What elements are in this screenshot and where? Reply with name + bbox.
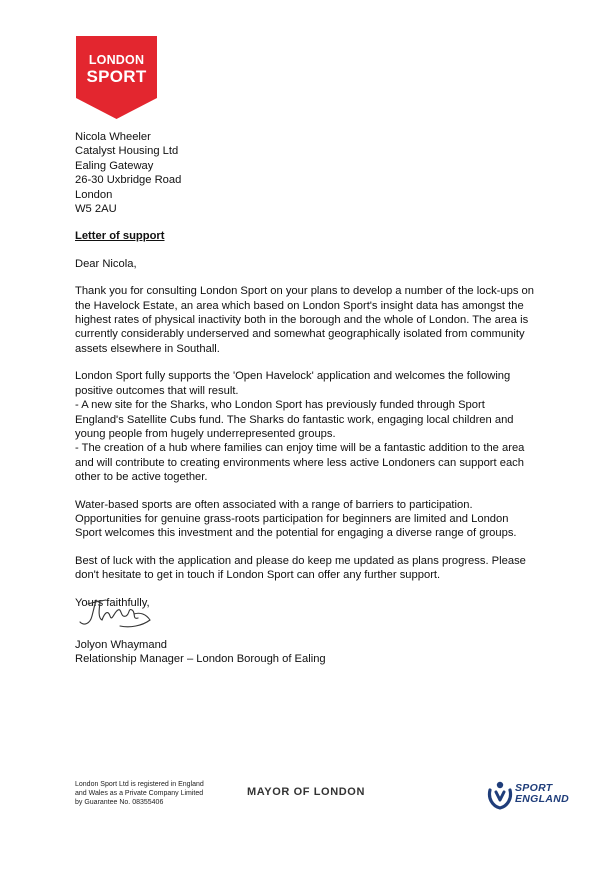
address-line: Ealing Gateway xyxy=(75,159,154,172)
paragraph-4 xyxy=(75,554,545,583)
text-line: positive outcomes that will result. xyxy=(75,384,239,397)
text-line: Thank you for consulting London Sport on your plans to develop a number of the lock-ups on xyxy=(75,285,534,298)
text-line: assets elsewhere in Southall. xyxy=(75,342,220,355)
handwritten-signature xyxy=(70,592,160,636)
logo-line-1: LONDON xyxy=(88,53,145,67)
text-line: London Sport fully supports the 'Open Havelock' application and welcomes the following xyxy=(75,370,511,383)
signatory-title: Relationship Manager – London Borough of Ealing xyxy=(75,653,326,666)
text-line: currently considerably underserved and somewhat geographically isolated from community xyxy=(75,328,525,341)
legal-line: London Sport Ltd is registered in England xyxy=(75,781,204,788)
text-line: the Havelock Estate, an area which based on London Sport's insight data has amongst the xyxy=(75,299,524,312)
legal-line: and Wales as a Private Company Limited xyxy=(75,790,204,797)
paragraph-2 xyxy=(75,369,545,484)
text-line: and will contribute to creating environments where less active Londoners can support each xyxy=(75,456,524,469)
sport-england-emblem-icon xyxy=(486,780,514,810)
sport-england-line-2: ENGLAND xyxy=(515,793,570,805)
text-line: other to be active together. xyxy=(75,471,208,484)
text-line: - A new site for the Sharks, who London Sport has previously funded through Sport xyxy=(75,399,485,412)
signatory-name: Jolyon Whaymand xyxy=(75,639,168,651)
text-line: Water-based sports are often associated with a range of barriers to participation. xyxy=(75,498,473,511)
text-line: don't hesitate to get in touch if London Sport can offer any further support. xyxy=(75,569,441,582)
letter-body xyxy=(75,130,545,610)
address-line: Catalyst Housing Ltd xyxy=(75,145,179,158)
logo-text xyxy=(76,54,157,85)
legal-line: by Guarantee No. 08355406 xyxy=(75,799,164,806)
logo-line-2: SPORT xyxy=(86,66,147,86)
text-line: England's Satellite Cubs fund. The Sharks do fantastic work, engaging local children and xyxy=(75,413,514,426)
sport-england-wordmark xyxy=(515,783,569,805)
address-line: 26-30 Uxbridge Road xyxy=(75,174,182,187)
signatory-block xyxy=(75,638,326,667)
text-line: highest rates of physical inactivity both in the borough and the whole of London. The area is xyxy=(75,314,529,327)
sport-england-line-1: SPORT xyxy=(515,782,553,794)
text-line: - The creation of a hub where families can enjoy time will be a fantastic addition to the area xyxy=(75,442,525,455)
salutation: Dear Nicola, xyxy=(75,257,137,270)
address-line: Nicola Wheeler xyxy=(75,131,151,143)
closing: Yours faithfully, xyxy=(75,596,150,609)
mayor-of-london-logo: MAYOR OF LONDON xyxy=(247,786,365,798)
footer-legal-text xyxy=(75,780,204,807)
text-line: Best of luck with the application and please do keep me updated as plans progress. Please xyxy=(75,554,526,567)
paragraph-3 xyxy=(75,498,545,541)
text-line: Opportunities for genuine grass-roots participation for beginners are limited and London xyxy=(75,512,509,525)
address-line: London xyxy=(75,188,113,201)
recipient-address xyxy=(75,130,545,216)
text-line: Sport welcomes this investment and the potential for engaging a diverse range of groups. xyxy=(75,527,517,540)
london-sport-logo xyxy=(76,36,157,119)
letter-subject: Letter of support xyxy=(75,230,165,243)
sport-england-logo xyxy=(486,780,586,810)
paragraph-1 xyxy=(75,284,545,356)
address-line: W5 2AU xyxy=(75,203,117,216)
text-line: young people from hugely underrepresented groups. xyxy=(75,427,336,440)
